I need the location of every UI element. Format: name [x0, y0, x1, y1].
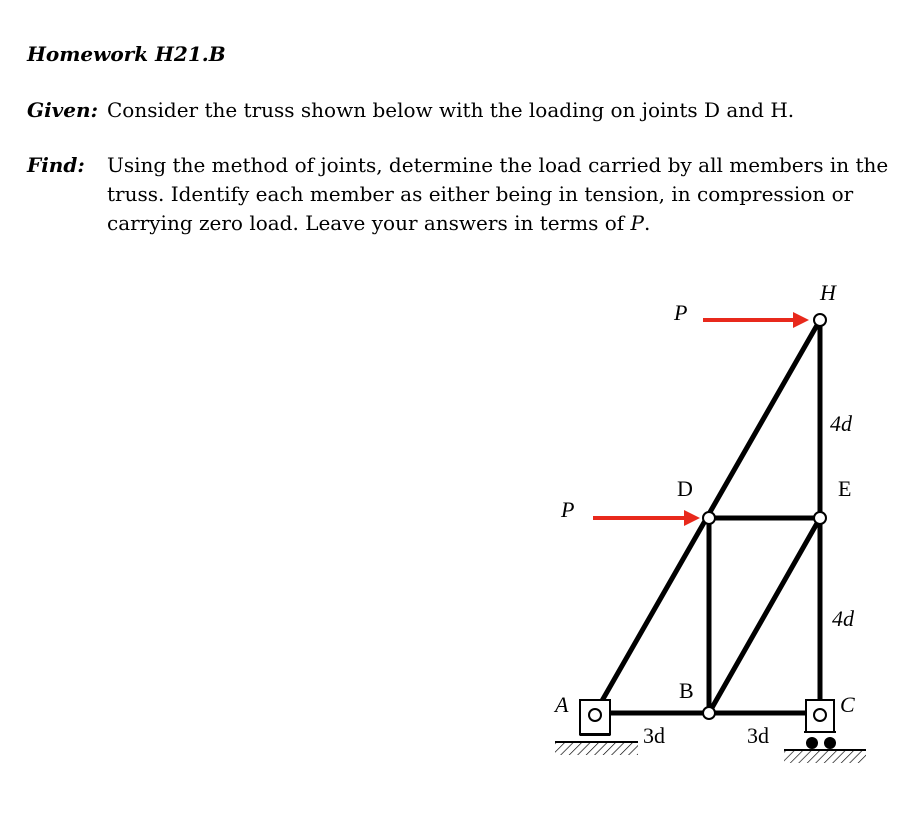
- dim-lower-vertical: 4d: [832, 606, 854, 631]
- joint-d: [703, 512, 715, 524]
- homework-title: Homework H21.B: [27, 42, 226, 66]
- load-label-mid: P: [561, 497, 575, 522]
- load-arrow-h: [703, 312, 809, 328]
- joint-b: [703, 707, 715, 719]
- dim-upper-vertical: 4d: [830, 411, 852, 436]
- joint-label-b: B: [679, 678, 694, 703]
- load-label-top: P: [674, 300, 688, 325]
- find-line-2: truss. Identify each member as either being in tension, in compression or: [107, 182, 854, 206]
- joint-label-c: C: [840, 692, 855, 717]
- given-label: Given:: [27, 98, 98, 122]
- find-line-1: Using the method of joints, determine the load carried by all members in the: [107, 153, 889, 177]
- find-var-p: P: [630, 211, 644, 235]
- find-label: Find:: [27, 153, 85, 177]
- joint-e: [814, 512, 826, 524]
- joint-h: [814, 314, 826, 326]
- joint-label-h: H: [820, 280, 836, 305]
- dim-right-span: 3d: [747, 723, 769, 748]
- dim-left-span: 3d: [643, 723, 665, 748]
- find-line-3-suffix: .: [644, 211, 651, 235]
- joint-label-d: D: [677, 476, 693, 501]
- member-BE: [709, 518, 820, 713]
- load-arrow-d: [593, 510, 700, 526]
- joint-label-e: E: [838, 476, 852, 501]
- joint-label-a: A: [555, 692, 569, 717]
- given-text: Consider the truss shown below with the loading on joints D and H.: [107, 98, 795, 122]
- find-line-3-prefix: carrying zero load. Leave your answers in terms of: [107, 211, 631, 235]
